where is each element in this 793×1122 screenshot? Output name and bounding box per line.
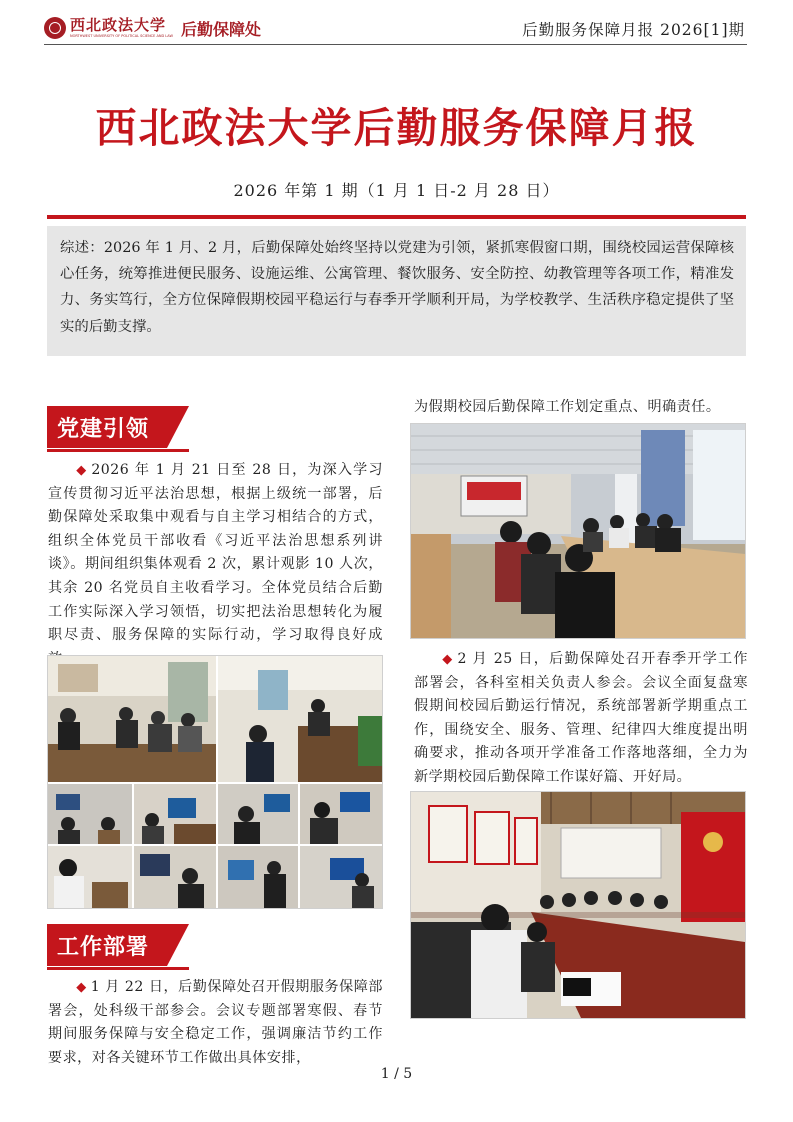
conference-photo — [411, 792, 745, 1018]
page-title: 西北政法大学后勤服务保障月报 — [95, 104, 698, 152]
section-heading-work-text: 工作部署 — [57, 935, 150, 960]
university-name: 西北政法大学 NORTHWEST UNIVERSITY OF POLITICAL SCIENCE AND LAW — [70, 15, 173, 38]
title-divider — [47, 215, 746, 219]
header-divider — [44, 44, 747, 45]
work-paragraph: ◆ 1 月 22 日，后勤保障处召开假期服务保障部署会，处科级干部参会。会议专题部署寒假、春节期间服务保障与安全稳定工作，强调廉洁节约工作要求，对各关键环节工作做出具体安排， — [48, 979, 383, 1066]
section-heading-work — [47, 924, 189, 970]
summary-box: 综述：2026 年 1 月、2 月，后勤保障处始终坚持以党建为引领，紧抓寒假窗口期，围绕校园运营保障核心任务，统筹推进便民服务、设施运维、公寓管理、餐饮服务、安全防控、幼教管理等各项工作，精准发力、务实笃行，全方位保障假期校园平稳运行与春季开学顺利开局，为学校教学、生活秩序稳定提供了坚实的后勤支撑。 — [47, 226, 746, 356]
section-heading-party-text: 党建引领 — [57, 417, 150, 442]
conference-image — [411, 792, 745, 1018]
issue-subtitle: 2026 年第 1 期（1 月 1 日-2 月 28 日） — [233, 181, 560, 200]
bullet-diamond-icon: ◆ — [442, 652, 454, 667]
header-logo — [44, 14, 288, 42]
section-heading-party — [47, 406, 189, 452]
meeting-room-photo — [411, 424, 745, 638]
study-collage-photo — [48, 656, 382, 908]
bullet-diamond-icon: ◆ — [76, 980, 87, 995]
issue-label: 后勤服务保障月报 2026[1]期 — [522, 21, 745, 39]
study-collage-image — [48, 656, 382, 908]
university-seal-icon — [44, 17, 66, 39]
party-paragraph: ◆ 2026 年 1 月 21 日至 28 日，为深入学习宣传贯彻习近平法治思想，根据上级统一部署，后勤保障处采取集中观看与自主学习相结合的方式，组织全体党员干部收看《习近平法治思想系列讲谈》。期间组织集体观看 2 次，累计观影 10 人次，其余 20 名党员自主收看学习。全体党员结合后勤工作实际深入学习领悟，切实把法治思想转化为履职尽责、服务保障的实际行动，学习取得良好成 — [48, 462, 384, 644]
department-name: 后勤保障处 — [180, 19, 261, 39]
work-paragraph-continued: 为假期校园后勤保障工作划定重点、明确责任。 — [414, 399, 721, 415]
spring-paragraph: ◆ 2 月 25 日，后勤保障处召开春季开学工作部署会，各科室相关负责人参会。会议全面复盘寒假期间校园后勤运行情况，系统部署新学期重点工作，围绕安全、服务、管理、纪律四大维度提出明确要求，推动各项开学准备工作落地落细，全力为新学期校园后勤保障工作谋好篇、开好局。 — [414, 651, 748, 785]
page-number: 1 / 5 — [380, 1066, 413, 1082]
meeting-room-image — [411, 424, 745, 638]
bullet-diamond-icon: ◆ — [76, 463, 88, 478]
